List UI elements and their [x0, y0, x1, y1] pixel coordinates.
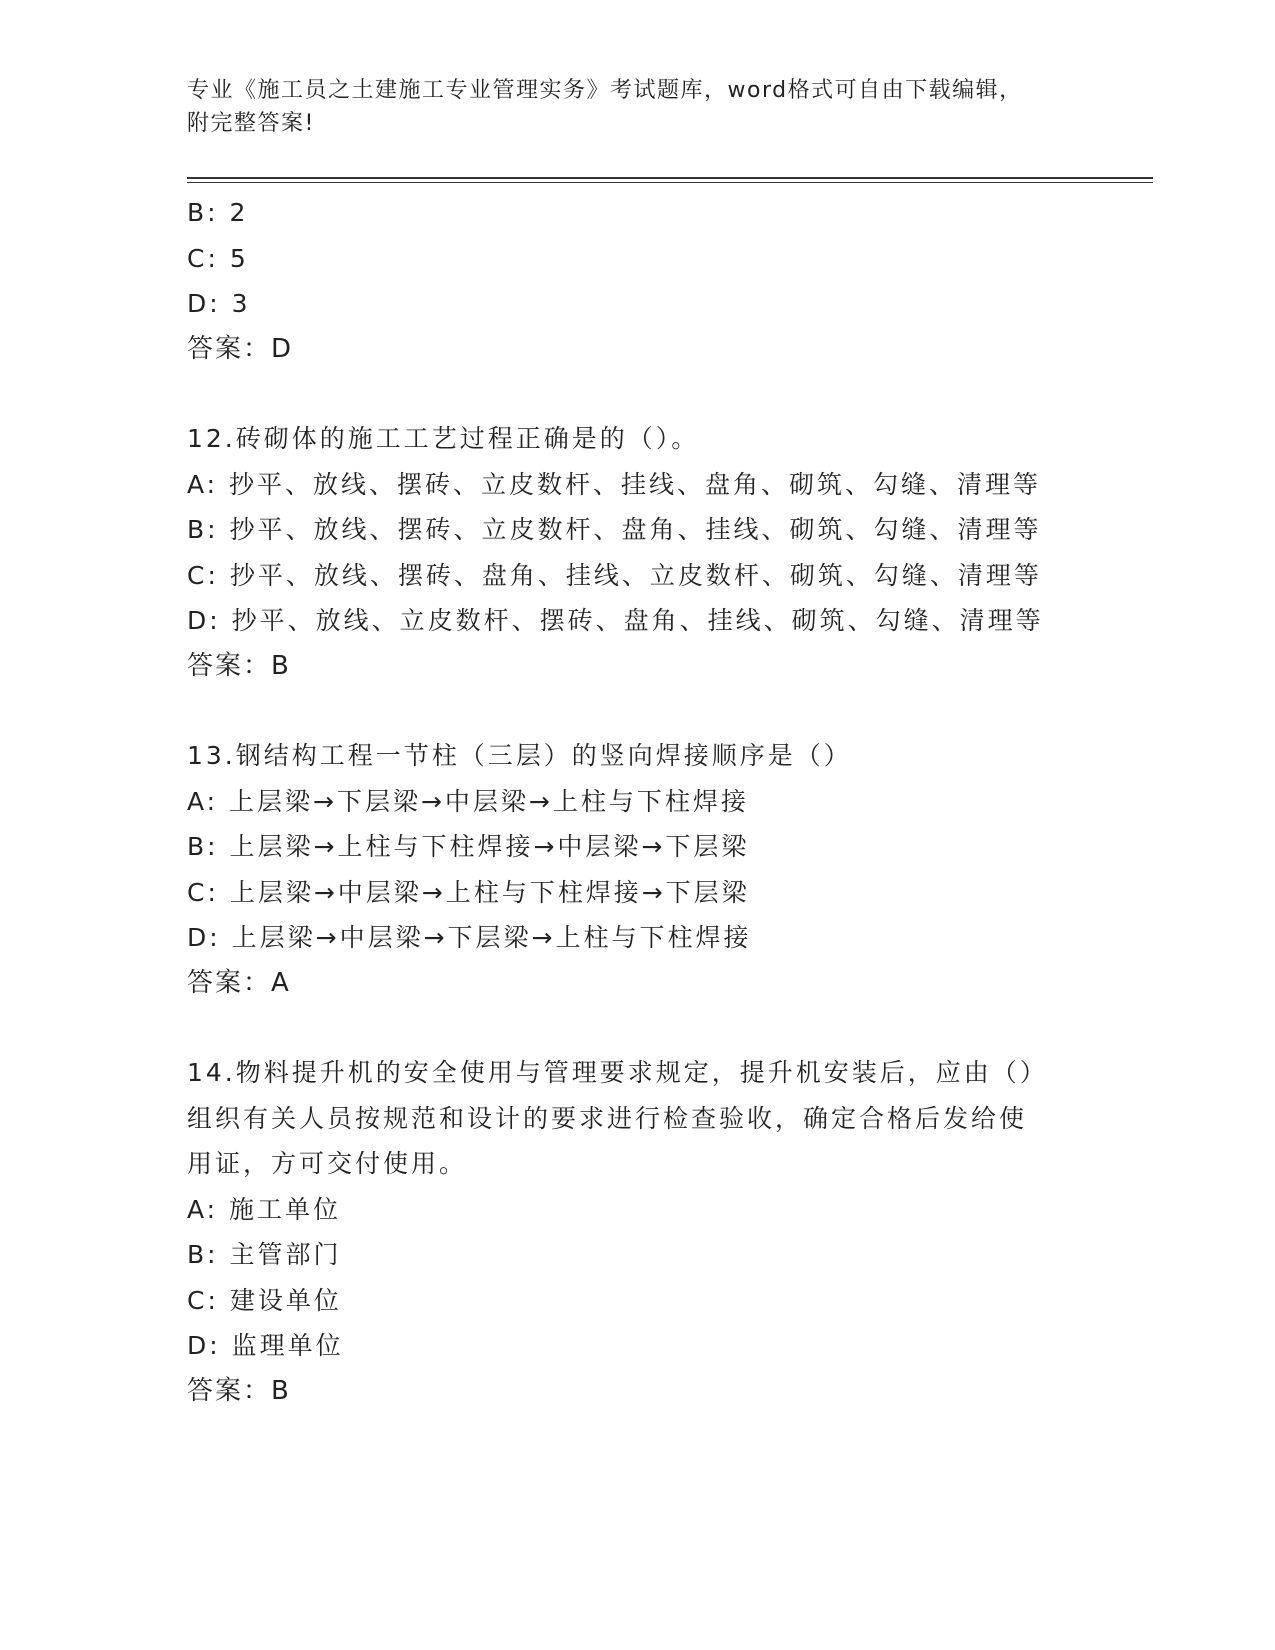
answer-line: 答案：A: [187, 967, 291, 998]
option-c: C: 5: [187, 243, 249, 273]
option-c: C: 上层梁→中层梁→上柱与下柱焊接→下层梁: [187, 877, 750, 907]
option-b: B: 2: [187, 198, 249, 227]
question-12: [187, 416, 1107, 689]
option-b: B: 上层梁→上柱与下柱焊接→中层梁→下层梁: [187, 832, 750, 861]
option-a: A: 上层梁→下层梁→中层梁→上柱与下柱焊接: [187, 786, 749, 816]
option-b: B: 抄平、放线、摆砖、立皮数杆、盘角、挂线、砌筑、勾缝、清理等: [187, 515, 1042, 544]
option-a: A: 抄平、放线、摆砖、立皮数杆、挂线、盘角、砌筑、勾缝、清理等: [187, 469, 1042, 499]
question-content: [187, 190, 1107, 1414]
option-c: C: 建设单位: [187, 1285, 342, 1315]
option-d: D: 监理单位: [187, 1331, 344, 1360]
question-stem: 12.砖砌体的施工工艺过程正确是的（）。: [187, 424, 700, 453]
question-stem-line-1: 14.物料提升机的安全使用与管理要求规定，提升机安装后，应由（）: [187, 1058, 1048, 1087]
question-13: [187, 733, 1107, 1006]
question-11-continued: [187, 190, 1107, 372]
answer-line: 答案：B: [187, 1375, 291, 1406]
option-b: B: 主管部门: [187, 1240, 342, 1269]
document-header: [187, 74, 1087, 140]
option-c: C: 抄平、放线、摆砖、盘角、挂线、立皮数杆、砌筑、勾缝、清理等: [187, 560, 1042, 590]
option-a: A: 施工单位: [187, 1194, 342, 1224]
header-divider-thin: [187, 182, 1153, 183]
option-d: D: 上层梁→中层梁→下层梁→上柱与下柱焊接: [187, 923, 752, 952]
header-line-1: 专业《施工员之土建施工专业管理实务》考试题库，word格式可自由下载编辑，: [187, 78, 1023, 103]
header-line-2: 附完整答案!: [187, 111, 315, 136]
option-d: D: 抄平、放线、立皮数杆、摆砖、盘角、挂线、砌筑、勾缝、清理等: [187, 606, 1044, 635]
question-stem-line-2: 组织有关人员按规范和设计的要求进行检查验收，确定合格后发给使: [187, 1103, 1028, 1133]
answer-line: 答案：B: [187, 650, 291, 681]
answer-line: 答案：D: [187, 333, 294, 364]
question-stem: 13.钢结构工程一节柱（三层）的竖向焊接顺序是（）: [187, 741, 852, 770]
question-stem-line-3: 用证，方可交付使用。: [187, 1149, 468, 1178]
option-d: D: 3: [187, 289, 251, 318]
header-divider-thick: [187, 177, 1153, 179]
question-14: [187, 1050, 1107, 1414]
